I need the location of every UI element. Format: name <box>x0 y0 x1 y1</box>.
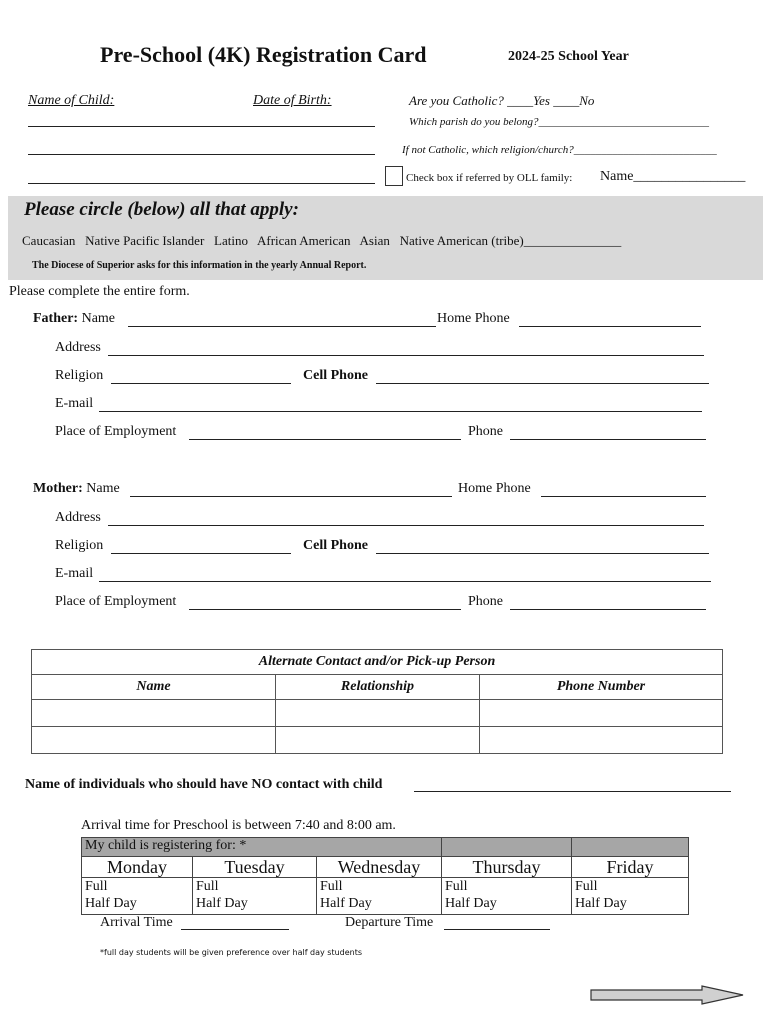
mother-employment-label: Place of Employment <box>55 594 177 609</box>
father-home-phone-field[interactable] <box>519 326 701 327</box>
complete-note: Please complete the entire form. <box>9 284 190 299</box>
referred-name: Name________________ <box>600 169 746 184</box>
arrival-note: Arrival time for Preschool is between 7:40 and 8:00 am. <box>81 818 396 833</box>
ethnicity-options[interactable]: Caucasian Native Pacific Islander Latino African American Asian Native American (tribe)_______________ <box>22 233 622 248</box>
alt-cell[interactable] <box>32 727 276 754</box>
mother-name-label: Name <box>86 481 120 496</box>
father-name-label: Name <box>81 311 116 326</box>
father-cell-field[interactable] <box>376 383 709 384</box>
day-friday: Friday <box>572 857 689 878</box>
day-wednesday: Wednesday <box>317 857 442 878</box>
mother-employment-field[interactable] <box>189 609 461 610</box>
registering-label: My child is registering for: * <box>82 838 442 857</box>
day-tuesday: Tuesday <box>193 857 317 878</box>
alt-cell[interactable] <box>480 700 723 727</box>
mother-phone-field[interactable] <box>510 609 706 610</box>
departure-time-label: Departure Time <box>345 915 434 930</box>
departure-time-field[interactable] <box>444 929 550 930</box>
monday-options[interactable]: Full Half Day <box>82 878 193 915</box>
father-religion-field[interactable] <box>111 383 291 384</box>
no-contact-label: Name of individuals who should have NO contact with child <box>25 777 383 792</box>
mother-cell-field[interactable] <box>376 553 709 554</box>
child-line-2[interactable] <box>28 154 375 155</box>
father-phone-field[interactable] <box>510 439 706 440</box>
father-address-field[interactable] <box>108 355 704 356</box>
tuesday-options[interactable]: Full Half Day <box>193 878 317 915</box>
father-home-phone-label: Home Phone <box>437 311 510 326</box>
father-address-label: Address <box>55 340 101 355</box>
father-email-field[interactable] <box>99 411 702 412</box>
col-phone-number: Phone Number <box>480 675 723 700</box>
alternate-contact-title: Alternate Contact and/or Pick-up Person <box>32 650 723 675</box>
diocese-note: The Diocese of Superior asks for this information in the yearly Annual Report. <box>32 260 367 271</box>
mother-home-phone-label: Home Phone <box>458 481 531 496</box>
not-catholic-question: If not Catholic, which religion/church?__________________________ <box>402 144 717 156</box>
school-year: 2024-25 School Year <box>508 49 629 64</box>
wednesday-options[interactable]: Full Half Day <box>317 878 442 915</box>
father-phone-label: Phone <box>468 424 503 439</box>
mother-phone-label: Phone <box>468 594 503 609</box>
father-name-field[interactable] <box>128 326 436 327</box>
referred-text: Check box if referred by OLL family: <box>406 172 573 184</box>
mother-email-field[interactable] <box>99 581 711 582</box>
alternate-contact-table <box>31 649 723 754</box>
father-employment-field[interactable] <box>189 439 461 440</box>
parish-question: Which parish do you belong?_______________________________ <box>409 116 710 128</box>
child-line-3[interactable] <box>28 183 375 184</box>
father-email-label: E-mail <box>55 396 94 411</box>
father-cell-label: Cell Phone <box>303 368 368 383</box>
mother-name-field[interactable] <box>130 496 452 497</box>
arrival-time-label: Arrival Time <box>100 915 173 930</box>
mother-religion-field[interactable] <box>111 553 291 554</box>
col-relationship: Relationship <box>276 675 480 700</box>
gray-cell <box>572 838 689 857</box>
father-label: Father: <box>33 311 79 326</box>
no-contact-field[interactable] <box>414 791 731 792</box>
mother-cell-label: Cell Phone <box>303 538 368 553</box>
alt-cell[interactable] <box>480 727 723 754</box>
child-name-label: Name of Child: <box>28 93 115 108</box>
alt-cell[interactable] <box>276 700 480 727</box>
father-employment-label: Place of Employment <box>55 424 177 439</box>
day-monday: Monday <box>82 857 193 878</box>
mother-address-label: Address <box>55 510 101 525</box>
father-religion-label: Religion <box>55 368 104 383</box>
page-title: Pre-School (4K) Registration Card <box>100 42 427 67</box>
day-thursday: Thursday <box>442 857 572 878</box>
mother-email-label: E-mail <box>55 566 94 581</box>
mother-label: Mother: <box>33 481 83 496</box>
col-name: Name <box>32 675 276 700</box>
full-day-footnote: *full day students will be given preference over half day students <box>100 948 363 957</box>
alt-cell[interactable] <box>32 700 276 727</box>
arrival-time-field[interactable] <box>181 929 289 930</box>
friday-options[interactable]: Full Half Day <box>572 878 689 915</box>
dob-label: Date of Birth: <box>253 93 332 108</box>
thursday-options[interactable]: Full Half Day <box>442 878 572 915</box>
mother-religion-label: Religion <box>55 538 104 553</box>
gray-cell <box>442 838 572 857</box>
mother-home-phone-field[interactable] <box>541 496 706 497</box>
mother-address-field[interactable] <box>108 525 704 526</box>
referred-checkbox[interactable] <box>385 166 403 186</box>
circle-heading: Please circle (below) all that apply: <box>24 199 299 220</box>
next-page-arrow-icon <box>590 985 746 1005</box>
child-line-1[interactable] <box>28 126 375 127</box>
schedule-table <box>81 837 689 915</box>
catholic-question: Are you Catholic? ____Yes ____No <box>409 93 595 108</box>
alt-cell[interactable] <box>276 727 480 754</box>
